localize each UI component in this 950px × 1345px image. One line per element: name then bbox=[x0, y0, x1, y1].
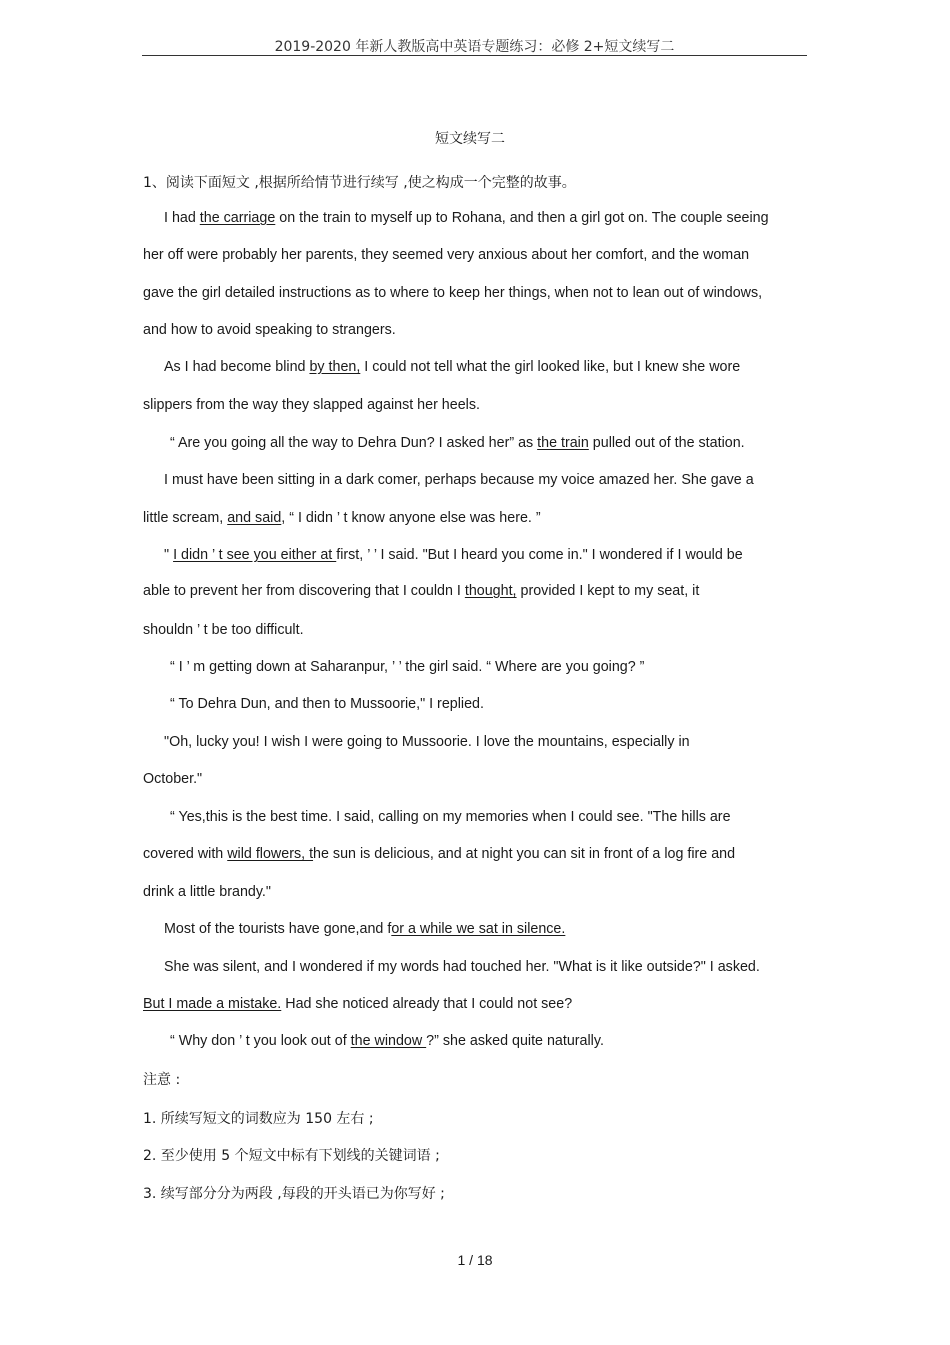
story-line: and how to avoid speaking to strangers. bbox=[143, 322, 396, 338]
story-text: covered with bbox=[143, 846, 228, 862]
story-line bbox=[143, 846, 735, 862]
story-line: October." bbox=[143, 771, 203, 787]
story-text: ?” she asked quite naturally. bbox=[426, 1033, 604, 1049]
keyword-underlined: the window bbox=[350, 1033, 427, 1049]
keyword-underlined: wild flowers, t bbox=[227, 846, 314, 862]
story-text: " bbox=[164, 547, 174, 563]
story-line bbox=[170, 435, 745, 451]
notes-label: 注意 : bbox=[143, 1072, 181, 1088]
story-line: "Oh, lucky you! I wish I were going to Mussoorie. I love the mountains, especially in bbox=[164, 734, 690, 750]
note-item: 3. 续写部分分为两段 ,每段的开头语已为你写好 ; bbox=[143, 1186, 445, 1202]
story-text: pulled out of the station. bbox=[588, 435, 745, 451]
story-text: As I had become blind bbox=[164, 359, 310, 375]
keyword-underlined: the train bbox=[537, 435, 589, 451]
keyword-underlined: thought, bbox=[464, 583, 517, 599]
note-item: 1. 所续写短文的词数应为 150 左右 ; bbox=[143, 1111, 374, 1127]
story-line bbox=[164, 359, 740, 375]
story-text: first, ’ ’ I said. "But I heard you come in." I wondered if I would be bbox=[336, 547, 743, 563]
page-number: 1 / 18 bbox=[457, 1252, 493, 1268]
story-text: “ Why don ’ t you look out of bbox=[170, 1033, 351, 1049]
note-item: 2. 至少使用 5 个短文中标有下划线的关键词语 ; bbox=[143, 1148, 440, 1164]
story-line: I must have been sitting in a dark comer, perhaps because my voice amazed her. She gave a bbox=[164, 472, 754, 488]
story-text: , “ I didn ’ t know anyone else was here. ” bbox=[281, 510, 541, 526]
story-line: “ I ’ m getting down at Saharanpur, ’ ’ the girl said. “ Where are you going? ” bbox=[170, 659, 645, 675]
story-text: little scream, bbox=[143, 510, 228, 526]
question-prompt: 1、阅读下面短文 ,根据所给情节进行续写 ,使之构成一个完整的故事。 bbox=[143, 175, 576, 191]
keyword-underlined: I didn ’ t see you either at bbox=[173, 547, 337, 563]
story-text: on the train to myself up to Rohana, and then a girl got on. The couple seeing bbox=[275, 210, 769, 226]
page-header: 2019-2020 年新人教版高中英语专题练习：必修 2+短文续写二 bbox=[274, 39, 675, 55]
story-text: he sun is delicious, and at night you can sit in front of a log fire and bbox=[313, 846, 736, 862]
story-line: drink a little brandy." bbox=[143, 884, 271, 900]
story-line: gave the girl detailed instructions as to where to keep her things, when not to lean out of windows, bbox=[143, 285, 763, 301]
keyword-underlined: or a while we sat in silence. bbox=[391, 921, 566, 937]
keyword-underlined: and said bbox=[227, 510, 282, 526]
story-text: I had bbox=[164, 210, 200, 226]
story-line: slippers from the way they slapped against her heels. bbox=[143, 397, 480, 413]
story-line bbox=[164, 921, 565, 937]
story-line: shouldn ’ t be too difficult. bbox=[143, 622, 304, 638]
keyword-underlined: the carriage bbox=[199, 210, 276, 226]
story-line: “ Yes,this is the best time. I said, calling on my memories when I could see. "The hills are bbox=[170, 809, 731, 825]
story-line bbox=[143, 583, 699, 599]
story-text: Had she noticed already that I could not see? bbox=[281, 996, 573, 1012]
keyword-underlined: by then, bbox=[309, 359, 361, 375]
story-text: “ Are you going all the way to Dehra Dun? I asked her” as bbox=[170, 435, 538, 451]
story-line: She was silent, and I wondered if my words had touched her. "What is it like outside?" I asked. bbox=[164, 959, 760, 975]
story-line bbox=[164, 547, 743, 563]
story-text: I could not tell what the girl looked like, but I knew she wore bbox=[360, 359, 741, 375]
story-text: able to prevent her from discovering that I couldn I bbox=[143, 583, 465, 599]
story-line bbox=[170, 1033, 604, 1049]
header-divider bbox=[142, 55, 807, 56]
story-line bbox=[143, 510, 541, 526]
story-text: provided I kept to my seat, it bbox=[516, 583, 700, 599]
keyword-underlined: But I made a mistake. bbox=[143, 996, 282, 1012]
story-line: her off were probably her parents, they seemed very anxious about her comfort, and the woman bbox=[143, 247, 750, 263]
story-line bbox=[143, 996, 572, 1012]
story-text: Most of the tourists have gone,and f bbox=[164, 921, 392, 937]
story-line bbox=[164, 210, 769, 226]
story-line: “ To Dehra Dun, and then to Mussoorie," I replied. bbox=[170, 696, 484, 712]
document-title: 短文续写二 bbox=[435, 131, 505, 147]
